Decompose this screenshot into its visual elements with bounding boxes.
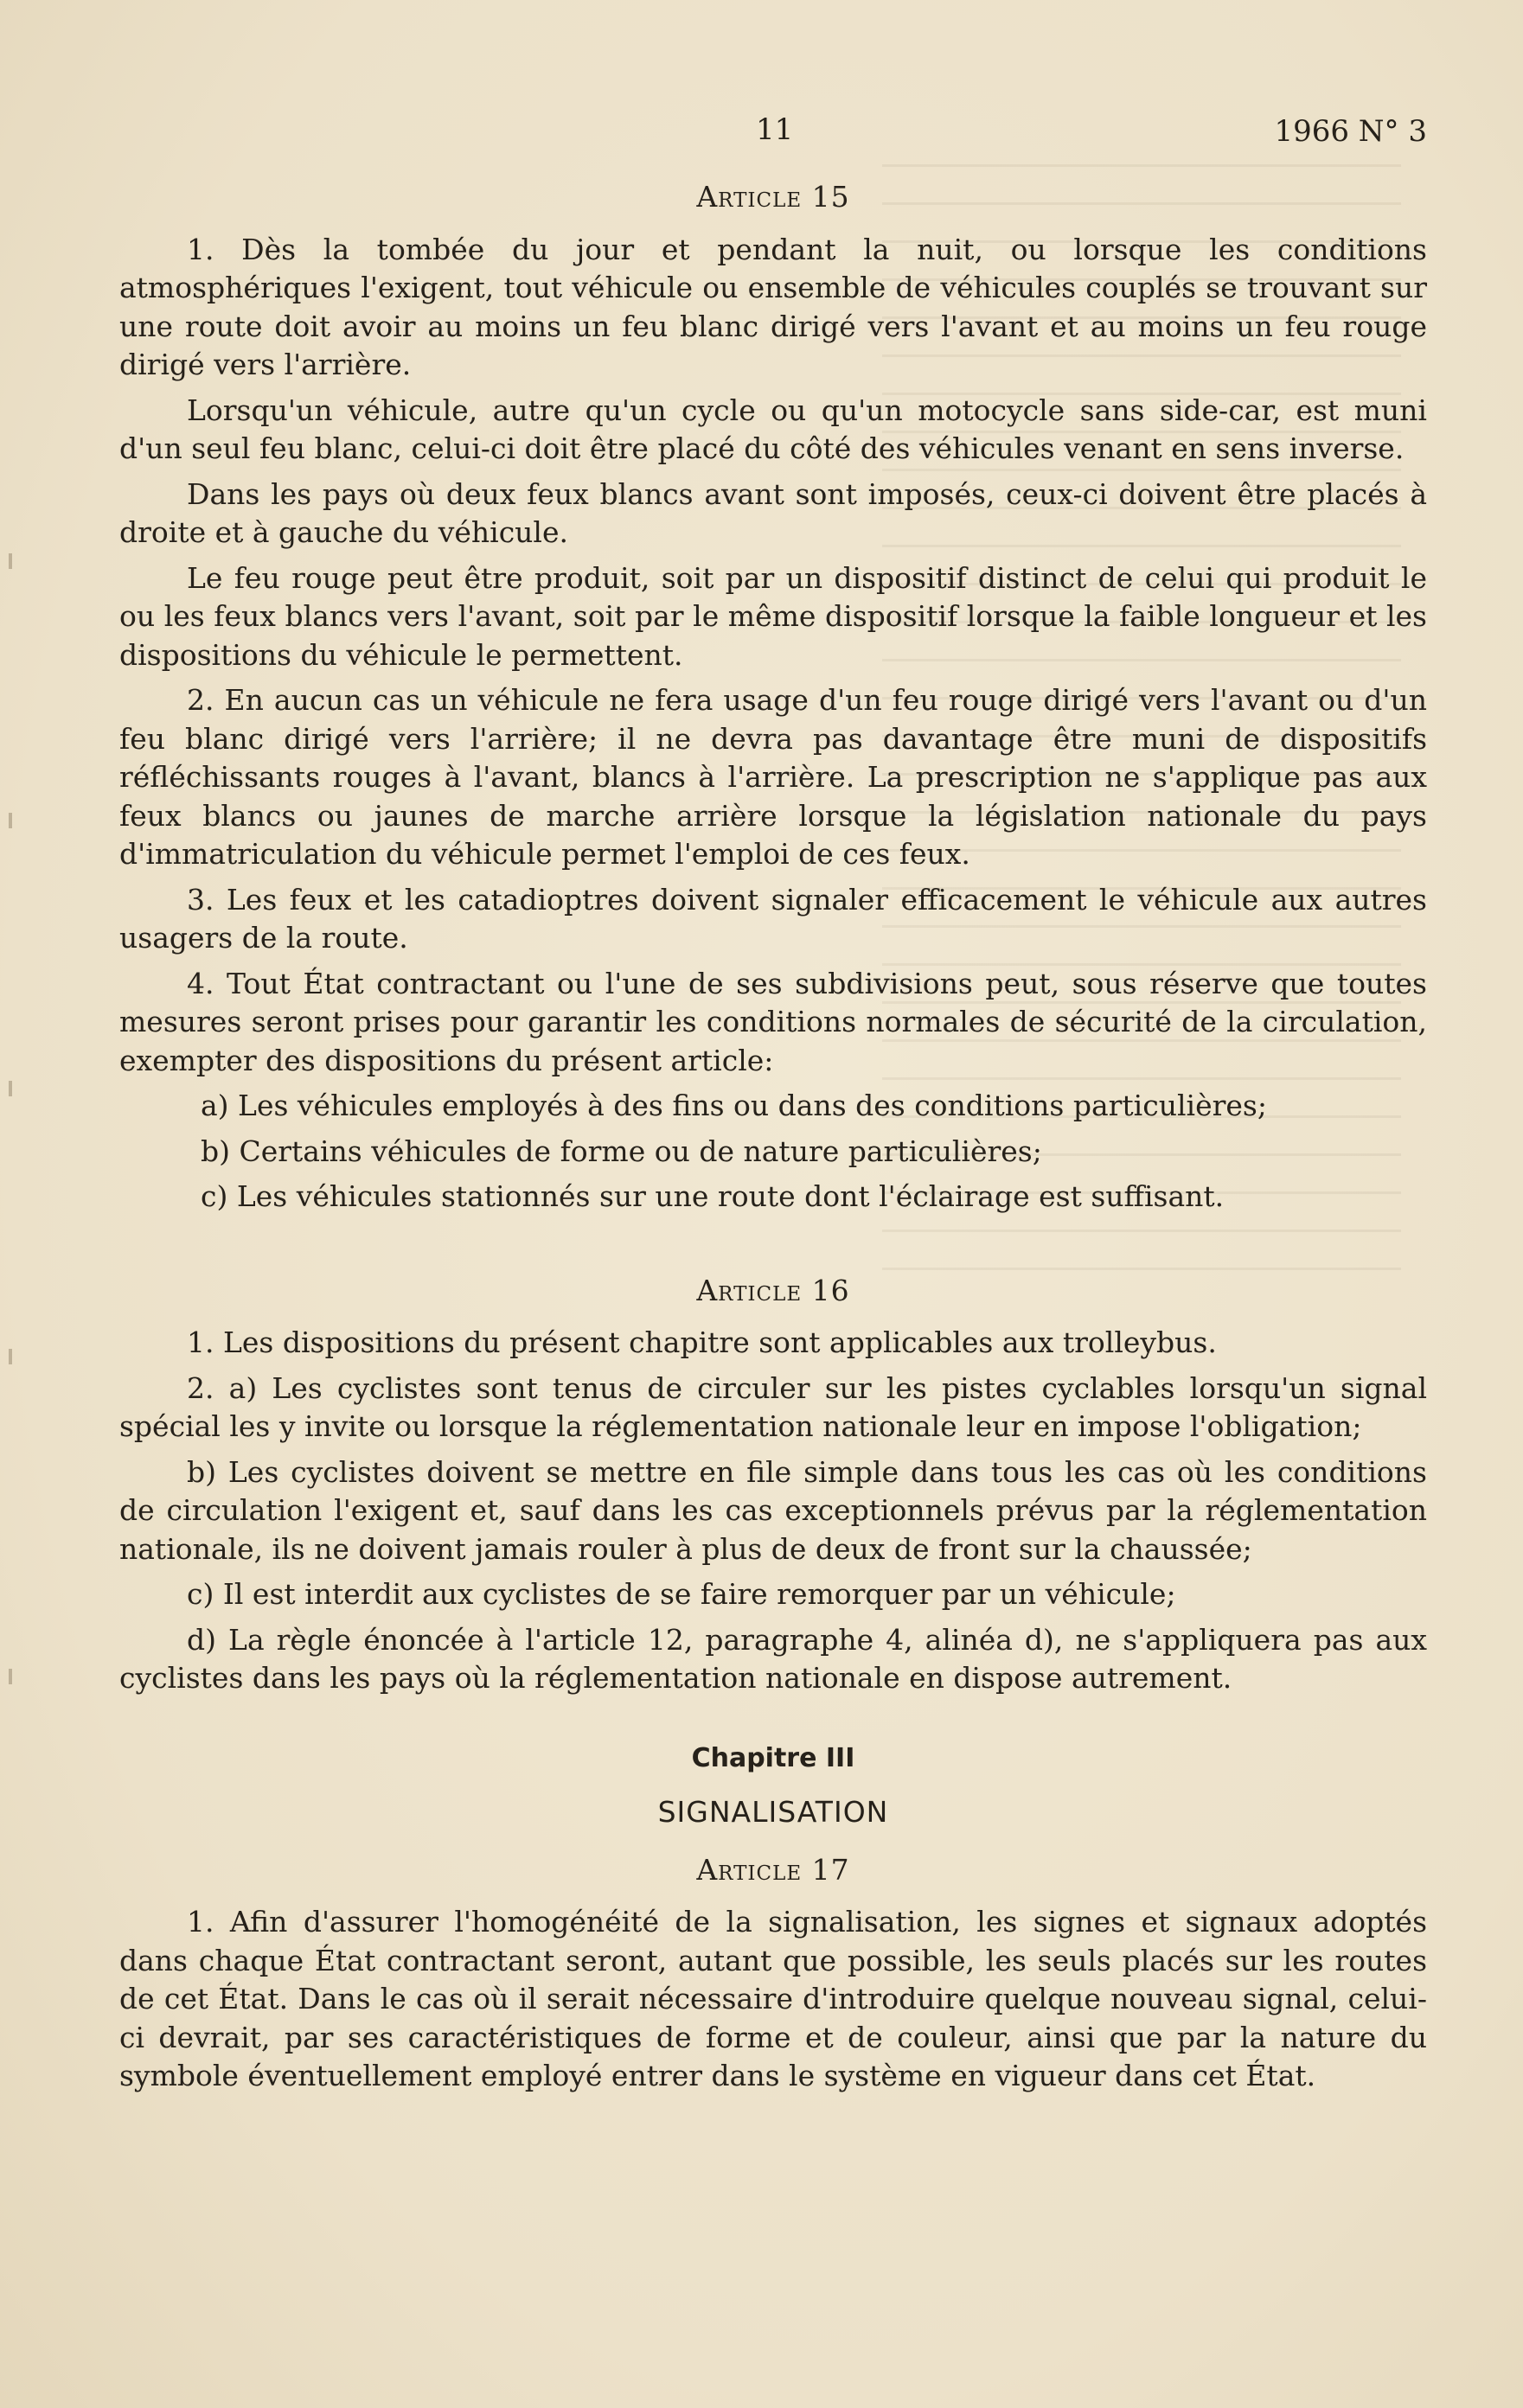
chapter-title: SIGNALISATION [657,1795,889,1829]
article-17-paragraph: 1. Afin d'assurer l'homogénéité de la signalisation, les signes et signaux adoptés dans chaque État contractant seront, autant que possible, les seuls placés sur les routes de cet État. Dans le cas où il serait nécessaire d'introduire quelque nouveau signal, celui-ci devrait, par ses caractéristiques de forme et de couleur, ainsi que par la nature du symbole éventuellement employé entrer dans le système en vigueur dans cet État. [119,1905,1427,2092]
article-15-list-item: a) Les véhicules employés à des fins ou dans des conditions particulières; [201,1089,1267,1122]
article-16-paragraph: d) La règle énoncée à l'article 12, paragraphe 4, alinéa d), ne s'appliquera pas aux cyclistes dans les pays où la réglementation nationale en dispose autrement. [119,1622,1427,1695]
document-body [119,111,1427,2103]
article-16-heading: Article 16 [696,1273,850,1307]
gutter-mark [9,1081,12,1096]
chapter-label: Chapitre III [691,1742,855,1773]
section-gap [119,1223,1427,1272]
gutter-mark [9,553,12,569]
article-15-list-item: c) Les véhicules stationnés sur une route dont l'éclairage est suffisant. [201,1179,1225,1213]
article-17-heading: Article 17 [696,1852,850,1887]
article-15-paragraph: Le feu rouge peut être produit, soit par un dispositif distinct de celui qui produit le ou les feux blancs vers l'avant, soit par le même dispositif lorsque la faible longueur et les dispositions du véhicule le permettent. [119,560,1427,672]
document-reference: 1966 N° 3 [1274,114,1427,149]
article-15-paragraph: Lorsqu'un véhicule, autre qu'un cycle ou qu'un motocycle sans side-car, est muni d'un seul feu blanc, celui-ci doit être placé du côté des véhicules venant en sens inverse. [119,393,1427,465]
article-15-paragraph: 3. Les feux et les catadioptres doivent signaler efficacement le véhicule aux autres usagers de la route. [119,882,1427,955]
article-16-paragraph: 1. Les dispositions du présent chapitre sont applicables aux trolleybus. [187,1325,1217,1359]
article-16-paragraph: c) Il est interdit aux cyclistes de se faire remorquer par un véhicule; [187,1577,1176,1611]
running-header [119,111,1427,163]
article-15-paragraph: 1. Dès la tombée du jour et pendant la nuit, ou lorsque les conditions atmosphériques l'exigent, tout véhicule ou ensemble de véhicules couplés se trouvant sur une route doit avoir au moins un feu blanc dirigé vers l'avant et au moins un feu rouge dirigé vers l'arrière. [119,232,1427,381]
article-15-list-item: b) Certains véhicules de forme ou de nature particulières; [201,1134,1042,1168]
article-15-paragraph: 4. Tout État contractant ou l'une de ses subdivisions peut, sous réserve que toutes mesures seront prises pour garantir les conditions normales de sécurité de la circulation, exempter des dispositions du présent article: [119,966,1427,1077]
article-16-paragraph: 2. a) Les cyclistes sont tenus de circuler sur les pistes cyclables lorsqu'un signal spécial les y invite ou lorsque la réglementation nationale leur en impose l'obligation; [119,1370,1427,1443]
article-15-paragraph: 2. En aucun cas un véhicule ne fera usage d'un feu rouge dirigé vers l'avant ou d'un feu blanc dirigé vers l'arrière; il ne devra pas davantage être muni de dispositifs réfléchissants rouges à l'avant, blancs à l'arrière. La prescription ne s'applique pas aux feux blancs ou jaunes de marche arrière lorsque la législation nationale du pays d'immatriculation du véhicule permet l'emploi de ces feux. [119,683,1427,871]
gutter-mark [9,813,12,828]
gutter-mark [9,1669,12,1684]
article-15-paragraph: Dans les pays où deux feux blancs avant sont imposés, ceux-ci doivent être placés à droite et à gauche du véhicule. [119,476,1427,549]
gutter-mark [9,1349,12,1364]
article-16-paragraph: b) Les cyclistes doivent se mettre en file simple dans tous les cas où les conditions de circulation l'exigent et, sauf dans les cas exceptionnels prévus par la réglementation nationale, ils ne doivent jamais rouler à plus de deux de front sur la chaussée; [119,1454,1427,1566]
article-15-heading: Article 15 [696,180,850,214]
page-number: 11 [756,112,794,147]
